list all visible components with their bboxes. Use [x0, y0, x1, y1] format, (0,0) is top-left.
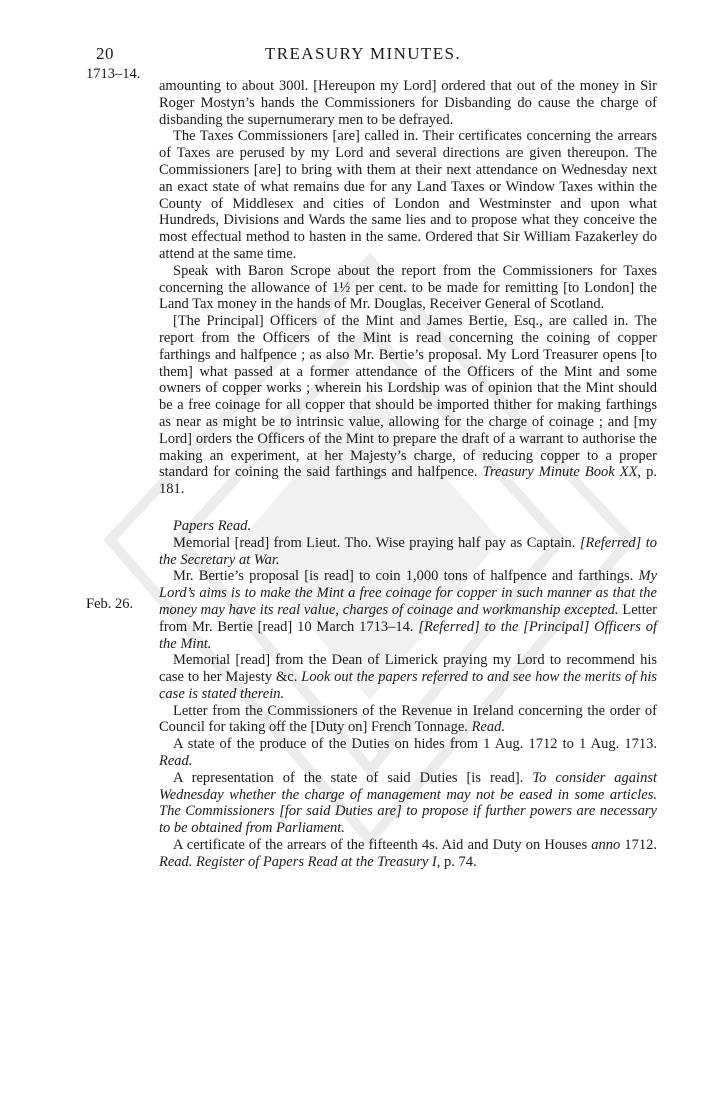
- paragraph-memorial-wise: [159, 535, 657, 569]
- mint-text: [The Principal] Officers of the Mint and James Bertie, Esq., are called in. The report from the Officers of the Mint is read concerning the coining of copper farthings and halfpence ; as also Mr. Bertie’s proposal. My Lord Treasurer opens [to them] what passed at a former attendance of the Officers of the Mint and some owners of copper works ; wherein his Lordship was of opinion that the Mint should be a free coinage for all copper that should be imported thither for making farthings as near as might be to intrinsic value, allowing for the charge of coinage ; and [my Lord] orders the Officers of the Mint to prepare the draft of a warrant to authorise the making an experiment, at her Majesty’s charge, of reducing copper to a proper standard for coining the said farthings and halfpence.: [159, 313, 657, 481]
- limerick-minute: Look out the papers referred to and see how the merits of his case is stated therein.: [159, 669, 658, 702]
- mint-reference-page: , p. 181.: [159, 464, 657, 498]
- papers-read-heading: Papers Read.: [173, 517, 252, 534]
- certificate-reference-page: , p. 74.: [436, 853, 477, 870]
- mint-reference: Treasury Minute Book XX: [482, 464, 638, 481]
- bertie-text: Mr. Bertie’s proposal [is read] to coin 1,000 tons of halfpence and farthings.: [173, 568, 634, 585]
- limerick-text: Memorial [read] from the Dean of Limerick praying my Lord to recommend his case to her Majesty &c.: [159, 652, 657, 686]
- representation-minute: To consider against Wednesday whether the charge of management may not be eased in some articles. The Commissioners [for said Duties are] to propose if further powers are necessary to be obtained from Parliament.: [159, 769, 657, 837]
- hides-read: Read.: [159, 753, 193, 770]
- body-text: [159, 78, 657, 871]
- certificate-year: 1712.: [624, 837, 658, 854]
- paragraph-mint-officers: [159, 313, 657, 498]
- certificate-anno: anno: [591, 837, 621, 854]
- margin-date: Feb. 26.: [86, 596, 134, 612]
- paragraph-ireland-revenue: [159, 703, 657, 737]
- memorial-wise-referral: [Referred] to the Secretary at War.: [159, 534, 657, 568]
- hides-text: A state of the produce of the Duties on hides from 1 Aug. 1712 to 1 Aug. 1713.: [173, 736, 657, 753]
- paragraph-dean-limerick: [159, 652, 657, 702]
- running-title: TREASURY MINUTES.: [264, 44, 462, 63]
- margin-year: 1713–14.: [86, 66, 141, 82]
- paragraph-representation: [159, 770, 657, 837]
- paragraph-disbanding: amounting to about 300l. [Hereupon my Lord] ordered that out of the money in Sir Roger Mostyn’s hands the Commissioners for Disbanding do cause the charge of disbanding the supernumerary men to be defrayed.: [159, 78, 657, 128]
- ireland-read: Read.: [471, 719, 505, 736]
- certificate-text: A certificate of the arrears of the fifteenth 4s. Aid and Duty on Houses: [173, 837, 588, 854]
- page-number: 20: [96, 44, 114, 63]
- paragraph-baron-scrope: Speak with Baron Scrope about the report from the Commissioners for Taxes concerning the allowance of 1½ per cent. to be made for remitting [to London] the Land Tax money in the hands of Mr. Douglas, Receiver General of Scotland.: [159, 262, 657, 313]
- ireland-text: Letter from the Commissioners of the Revenue in Ireland concerning the order of Council for taking off the [Duty on] French Tonnage.: [159, 702, 657, 736]
- representation-text: A representation of the state of said Duties [is read].: [173, 769, 524, 786]
- memorial-wise-text: Memorial [read] from Lieut. Tho. Wise praying half pay as Captain.: [173, 534, 576, 551]
- paragraph-certificate-arrears: [159, 837, 657, 871]
- bertie-minute: My Lord’s aims is to make the Mint a free coinage for copper in such manner as that the money may have its real value, charges of coinage and workmanship excepted.: [159, 568, 657, 618]
- bertie-letter: Letter from Mr. Bertie [read] 10 March 1713–14.: [159, 601, 657, 635]
- certificate-read: Read.: [159, 853, 193, 870]
- paragraph-hides-duties: [159, 736, 657, 770]
- bertie-referral: [Referred] to the [Principal] Officers of the Mint.: [159, 618, 658, 652]
- certificate-reference: Register of Papers Read at the Treasury I: [196, 853, 437, 870]
- paragraph-bertie-proposal: [159, 568, 657, 652]
- paragraph-taxes-commissioners: The Taxes Commissioners [are] called in. Their certificates concerning the arrears of Taxes are perused by my Lord and several directions are given thereupon. The Commissioners [are] to bring with them at their next attendance on Wednesday next an exact state of what remains due for any Land Taxes or Window Taxes within the County of Middlesex and cities of London and Westminster and upon what Hundreds, Divisions and Wards the same lies and to propose what they conceive the most effectual method to hasten in the same. Ordered that Sir William Fazakerley do attend at the same time.: [159, 128, 657, 262]
